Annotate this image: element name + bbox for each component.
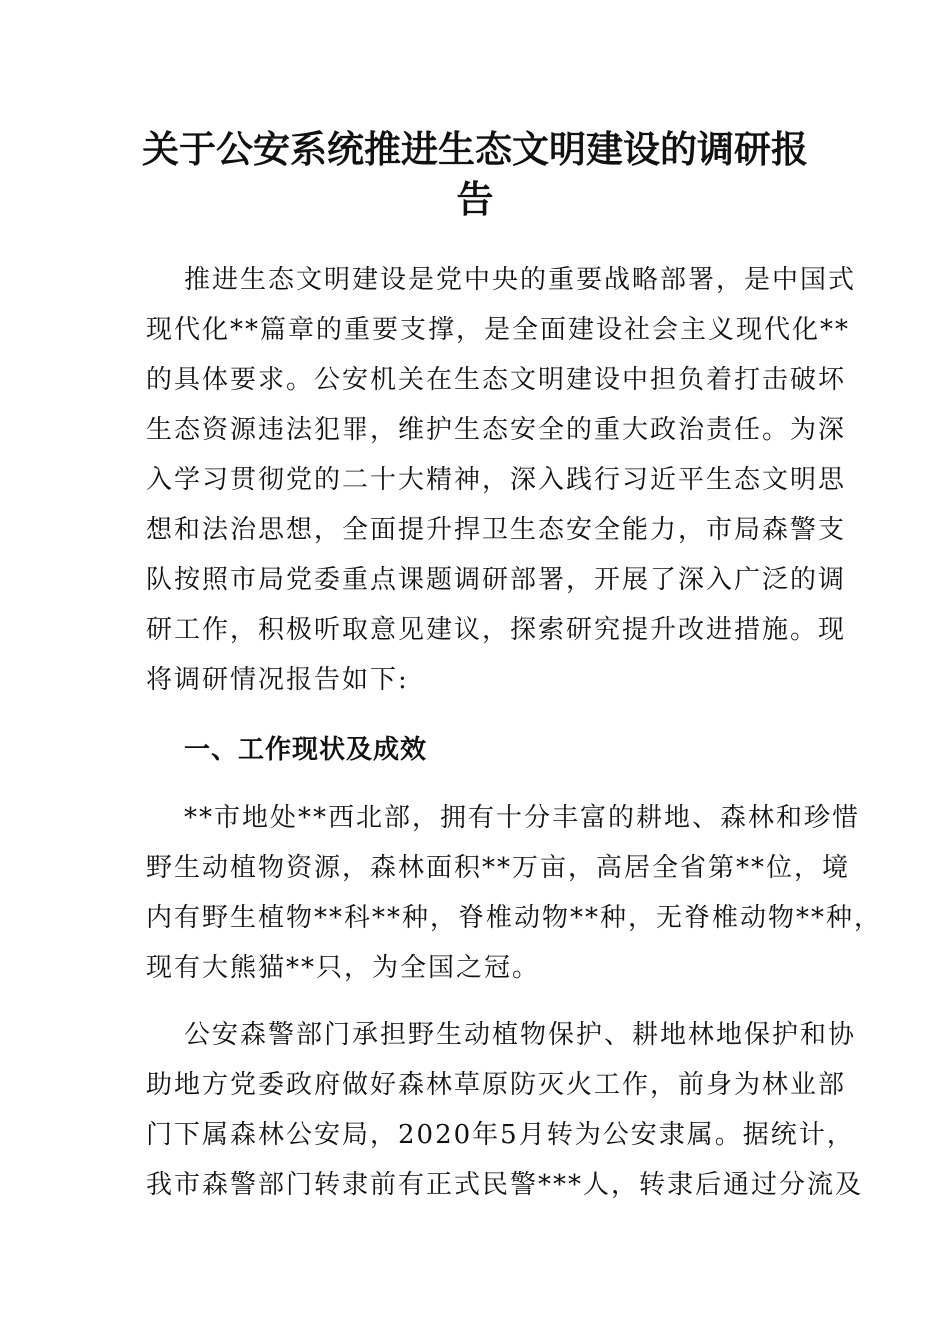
paragraph-line: 助地方党委政府做好森林草原防灭火工作，前身为林业部 (146, 1070, 847, 1100)
paragraph-line: 门下属森林公安局，2020年5月转为公安隶属。据统计， (146, 1120, 855, 1150)
paragraph-line: 研工作，积极听取意见建议，探索研究提升改进措施。现 (146, 615, 847, 645)
section-paragraph-2 (146, 1010, 864, 1210)
paragraph-line: 生态资源违法犯罪，维护生态安全的重大政治责任。为深 (146, 415, 847, 445)
section-paragraph-1 (146, 793, 883, 993)
intro-paragraph (146, 255, 857, 705)
title-line-1: 关于公安系统推进生态文明建设的调研报 (142, 127, 808, 171)
paragraph-line: 队按照市局党委重点课题调研部署，开展了深入广泛的调 (146, 565, 847, 595)
paragraph-line: 野生动植物资源，森林面积**万亩，高居全省第**位，境 (146, 853, 851, 883)
paragraph-line: 推进生态文明建设是党中央的重要战略部署，是中国式 (184, 265, 857, 295)
paragraph-line: 现代化**篇章的重要支撑，是全面建设社会主义现代化** (146, 315, 851, 345)
paragraph-line: 现有大熊猫**只，为全国之冠。 (146, 953, 541, 983)
document-body (146, 255, 883, 1210)
paragraph-line: 将调研情况报告如下: (146, 665, 409, 695)
paragraph-line: 的具体要求。公安机关在生态文明建设中担负着打击破坏 (146, 365, 847, 395)
document-title (100, 124, 850, 224)
paragraph-line: 公安森警部门承担野生动植物保护、耕地林地保护和协 (184, 1020, 857, 1050)
section-heading: 一、工作现状及成效 (184, 735, 428, 765)
paragraph-line: 想和法治思想，全面提升捍卫生态安全能力，市局森警支 (146, 515, 847, 545)
title-line-2: 告 (456, 177, 494, 221)
paragraph-line: 内有野生植物**科**种，脊椎动物**种，无脊椎动物**种， (146, 903, 883, 933)
paragraph-line: 我市森警部门转隶前有正式民警***人，转隶后通过分流及 (146, 1170, 864, 1200)
paragraph-line: **市地处**西北部，拥有十分丰富的耕地、森林和珍惜 (184, 803, 861, 833)
paragraph-line: 入学习贯彻党的二十大精神，深入践行习近平生态文明思 (146, 465, 847, 495)
